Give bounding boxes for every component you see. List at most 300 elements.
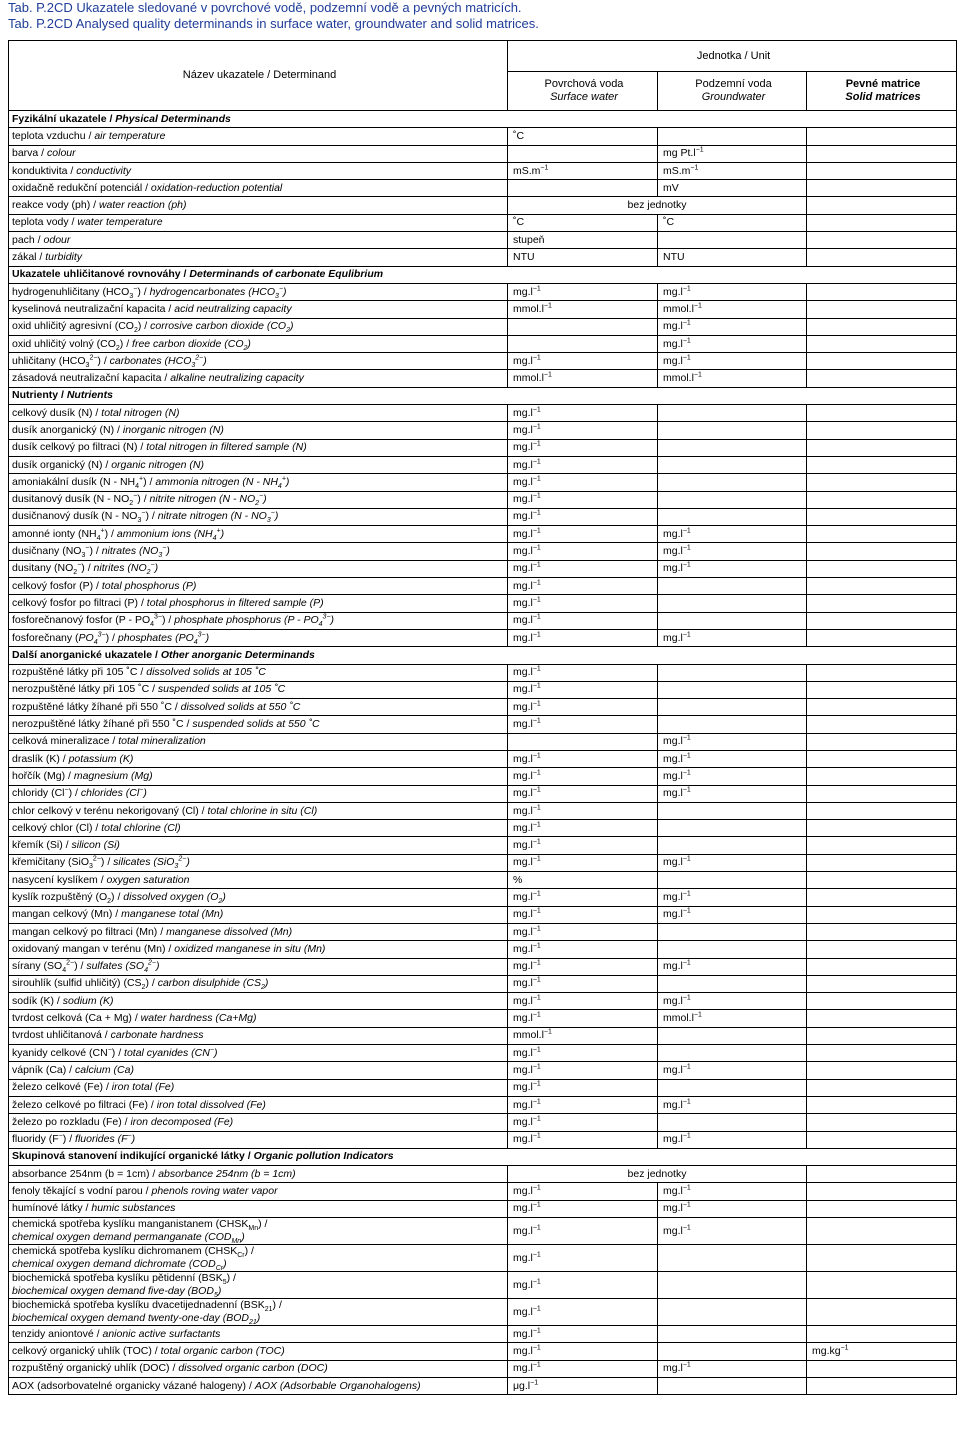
unit-solid-matrices [807, 975, 957, 992]
unit-solid-matrices [807, 197, 957, 214]
unit-groundwater [658, 1114, 807, 1131]
determinand-name: kyanidy celkové (CN−) / total cyanides (CN−) [9, 1045, 508, 1062]
determinand-name: amoniakální dusík $(N - NH_4^+)$ / ammonia nitrogen $(N - NH_4^+)$ [9, 474, 508, 491]
unit-groundwater [658, 612, 807, 629]
determinand-name: chloridy (Cl−) / chlorides (Cl−) [9, 785, 508, 802]
unit-groundwater [658, 578, 807, 595]
determinands-table [8, 40, 957, 1395]
unit-solid-matrices [807, 1010, 957, 1027]
unit-solid-matrices [807, 1131, 957, 1148]
unit-surface-water: $mg.l^{-1}$ [508, 906, 658, 923]
determinand-name: dusičnany $(NO_3^-)$ / nitrates $(NO_3^-)$ [9, 543, 508, 560]
determinand-name: konduktivita / conductivity [9, 162, 508, 179]
unit-surface-water: $mg.l^{-1}$ [508, 716, 658, 733]
determinand-name: pach / odour [9, 232, 508, 249]
determinand-name: křemičitany (SiO$_3^{2-}$) / silicates (SiO$_3^{2-}$) [9, 854, 508, 871]
table-row [9, 1114, 957, 1131]
unit-solid-matrices [807, 993, 957, 1010]
unit-solid-matrices [807, 145, 957, 162]
unit-groundwater: NTU [658, 249, 807, 266]
determinand-name: mangan celkový po filtraci (Mn) / manganese dissolved (Mn) [9, 923, 508, 940]
unit-solid-matrices [807, 180, 957, 197]
unit-groundwater: $mg.l^{-1}$ [658, 629, 807, 646]
unit-groundwater [658, 837, 807, 854]
table-row [9, 439, 957, 456]
unit-solid-matrices [807, 1299, 957, 1326]
unit-surface-water: ˚C [508, 214, 658, 231]
unit-surface-water: $mg.l^{-1}$ [508, 941, 658, 958]
unit-groundwater: ˚C [658, 214, 807, 231]
table-row [9, 802, 957, 819]
determinand-name: nerozpuštěné látky při 105 ˚C / suspended solids at 105 ˚C [9, 681, 508, 698]
section-row [9, 387, 957, 404]
unit-groundwater: $mg.l^{-1}$ [658, 854, 807, 871]
section-title: Nutrienty / Nutrients [9, 387, 957, 404]
unit-surface-water: $\mu g.l^{-1}$ [508, 1377, 658, 1394]
unit-surface-water [508, 318, 658, 335]
unit-surface-water: $mg.l^{-1}$ [508, 1299, 658, 1326]
unit-surface-water: $mg.l^{-1}$ [508, 854, 658, 871]
table-row [9, 629, 957, 646]
determinand-name: reakce vody (ph) / water reaction (ph) [9, 197, 508, 214]
unit-solid-matrices [807, 750, 957, 767]
section-row [9, 647, 957, 664]
unit-surface-water: $mg.l^{-1}$ [508, 491, 658, 508]
unit-surface-water: $mg.l^{-1}$ [508, 820, 658, 837]
section-row [9, 266, 957, 283]
table-row [9, 768, 957, 785]
determinand-name: dusík celkový po filtraci (N) / total nitrogen in filtered sample (N) [9, 439, 508, 456]
unit-surface-water [508, 733, 658, 750]
table-row [9, 422, 957, 439]
table-row [9, 1062, 957, 1079]
table-row [9, 612, 957, 629]
unit-surface-water: $mg.l^{-1}$ [508, 1360, 658, 1377]
table-row [9, 283, 957, 300]
unit-surface-water: $mg.l^{-1}$ [508, 768, 658, 785]
table-body [9, 111, 957, 1395]
unit-groundwater [658, 802, 807, 819]
unit-solid-matrices [807, 474, 957, 491]
table-row [9, 1343, 957, 1360]
unit-surface-water: $mg.l^{-1}$ [508, 612, 658, 629]
table-row [9, 526, 957, 543]
determinand-name: tvrdost celková (Ca + Mg) / water hardness (Ca+Mg) [9, 1010, 508, 1027]
unit-groundwater [658, 491, 807, 508]
unit-groundwater [658, 872, 807, 889]
table-row [9, 1245, 957, 1272]
table-row [9, 1045, 957, 1062]
table-row [9, 1360, 957, 1377]
unit-groundwater: $mg.l^{-1}$ [658, 750, 807, 767]
unit-surface-water: $mg.l^{-1}$ [508, 802, 658, 819]
table-row [9, 1326, 957, 1343]
unit-groundwater [658, 474, 807, 491]
unit-groundwater [658, 1377, 807, 1394]
unit-groundwater: $mg.l^{-1}$ [658, 1062, 807, 1079]
unit-solid-matrices [807, 128, 957, 145]
unit-groundwater: $mg.l^{-1}$ [658, 318, 807, 335]
table-row [9, 214, 957, 231]
unit-surface-water: $mg.l^{-1}$ [508, 508, 658, 525]
unit-groundwater: $mg.l^{-1}$ [658, 733, 807, 750]
table-row [9, 1010, 957, 1027]
determinand-name: oxidovaný mangan v terénu (Mn) / oxidized manganese in situ (Mn) [9, 941, 508, 958]
unit-groundwater [658, 1045, 807, 1062]
determinand-name: draslík (K) / potassium (K) [9, 750, 508, 767]
table-row [9, 837, 957, 854]
unit-groundwater [658, 439, 807, 456]
determinand-name: dusík organický (N) / organic nitrogen (N) [9, 456, 508, 473]
unit-groundwater: $mg.l^{-1}$ [658, 335, 807, 352]
unit-groundwater [658, 681, 807, 698]
unit-solid-matrices [807, 1377, 957, 1394]
header-surface-water: Povrchová voda Surface water [508, 72, 658, 111]
table-row [9, 941, 957, 958]
unit-surface-water: $mg.l^{-1}$ [508, 283, 658, 300]
unit-surface-water: $mg.l^{-1}$ [508, 837, 658, 854]
unit-surface-ground: bez jednotky [508, 197, 807, 214]
unit-surface-water: $mg.l^{-1}$ [508, 785, 658, 802]
determinand-name: dusitanový dusík $(N - NO_2^-)$ / nitrite nitrogen $(N - NO_2^-)$ [9, 491, 508, 508]
unit-solid-matrices [807, 353, 957, 370]
determinand-name: teplota vzduchu / air temperature [9, 128, 508, 145]
determinand-name: zásadová neutralizační kapacita / alkaline neutralizing capacity [9, 370, 508, 387]
determinand-name: hořčík (Mg) / magnesium (Mg) [9, 768, 508, 785]
unit-solid-matrices [807, 1272, 957, 1299]
unit-solid-matrices [807, 820, 957, 837]
table-row [9, 1218, 957, 1245]
determinand-name: celková mineralizace / total mineralization [9, 733, 508, 750]
section-title: Další anorganické ukazatele / Other anorganic Determinands [9, 647, 957, 664]
unit-groundwater: $mg.l^{-1}$ [658, 353, 807, 370]
unit-solid-matrices [807, 768, 957, 785]
determinand-name: fluoridy (F−) / fluorides (F−) [9, 1131, 508, 1148]
unit-solid-matrices [807, 526, 957, 543]
unit-surface-water: $mg.l^{-1}$ [508, 1114, 658, 1131]
unit-solid-matrices [807, 1166, 957, 1183]
table-row [9, 1079, 957, 1096]
unit-surface-water: $mg.l^{-1}$ [508, 1245, 658, 1272]
unit-surface-water: $mg.l^{-1}$ [508, 1010, 658, 1027]
unit-surface-water: $mg.l^{-1}$ [508, 1272, 658, 1299]
determinand-name: teplota vody / water temperature [9, 214, 508, 231]
unit-solid-matrices [807, 1183, 957, 1200]
unit-solid-matrices [807, 1245, 957, 1272]
unit-groundwater [658, 664, 807, 681]
determinand-name: tenzidy aniontové / anionic active surfactants [9, 1326, 508, 1343]
unit-surface-water: $mg.l^{-1}$ [508, 750, 658, 767]
table-row [9, 1377, 957, 1394]
unit-groundwater: mV [658, 180, 807, 197]
determinand-name: dusík anorganický (N) / inorganic nitrogen (N) [9, 422, 508, 439]
table-row [9, 750, 957, 767]
table-row [9, 491, 957, 508]
unit-groundwater [658, 1326, 807, 1343]
caption-english: Tab. P.2CD Analysed quality determinands in surface water, groundwater and solid matrices. [8, 16, 539, 31]
unit-surface-water: $mg.l^{-1}$ [508, 578, 658, 595]
table-row [9, 1272, 957, 1299]
table-row [9, 578, 957, 595]
unit-surface-water: $mg.l^{-1}$ [508, 526, 658, 543]
unit-surface-water: $mmol.l^{-1}$ [508, 301, 658, 318]
table-row [9, 872, 957, 889]
determinand-name: dusitany $(NO_2^-)$ / nitrites $(NO_2^-)$ [9, 560, 508, 577]
unit-solid-matrices [807, 1360, 957, 1377]
header-groundwater: Podzemní voda Groundwater [658, 72, 807, 111]
unit-surface-water: $mg.l^{-1}$ [508, 958, 658, 975]
unit-groundwater: $mg.l^{-1}$ [658, 906, 807, 923]
determinand-name: mangan celkový (Mn) / manganese total (Mn) [9, 906, 508, 923]
table-row [9, 162, 957, 179]
unit-solid-matrices [807, 1218, 957, 1245]
unit-solid-matrices [807, 301, 957, 318]
unit-solid-matrices [807, 1079, 957, 1096]
determinand-name: amonné ionty $(NH_4^+)$ / ammonium ions $(NH_4^+)$ [9, 526, 508, 543]
table-row [9, 889, 957, 906]
unit-surface-water: $mg.l^{-1}$ [508, 1326, 658, 1343]
table-row [9, 906, 957, 923]
table-row [9, 993, 957, 1010]
header-solid-matrices: Pevné matrice Solid matrices [807, 72, 957, 111]
unit-surface-water: $mg.l^{-1}$ [508, 1045, 658, 1062]
unit-surface-water: $mg.l^{-1}$ [508, 975, 658, 992]
unit-groundwater [658, 1272, 807, 1299]
unit-surface-water: NTU [508, 249, 658, 266]
table-row [9, 1027, 957, 1044]
unit-groundwater: $mS.m^{-1}$ [658, 162, 807, 179]
unit-surface-water: $mg.l^{-1}$ [508, 889, 658, 906]
unit-groundwater [658, 1027, 807, 1044]
unit-solid-matrices [807, 837, 957, 854]
table-row [9, 128, 957, 145]
unit-solid-matrices [807, 612, 957, 629]
unit-groundwater [658, 405, 807, 422]
unit-groundwater: $mg.l^{-1}$ [658, 1360, 807, 1377]
determinand-name: sírany $(SO_4^{2-})$ / sulfates $(SO_4^{2-})$ [9, 958, 508, 975]
determinand-name: fosforečnany $(PO_4^{3-})$ / phosphates $(PO_4^{3-})$ [9, 629, 508, 646]
table-row [9, 543, 957, 560]
unit-surface-water: stupeň [508, 232, 658, 249]
unit-solid-matrices [807, 456, 957, 473]
determinand-name: chemická spotřeba kyslíku manganistanem $(CHSK_{Mn})$ / chemical oxygen demand permanganate $(COD_{Mn})$ [9, 1218, 508, 1245]
table-row [9, 681, 957, 698]
unit-groundwater: $mg.l^{-1}$ [658, 526, 807, 543]
unit-surface-water: ˚C [508, 128, 658, 145]
determinand-name: železo po rozkladu (Fe) / iron decomposed (Fe) [9, 1114, 508, 1131]
unit-solid-matrices [807, 370, 957, 387]
determinand-name: AOX (adsorbovatelné organicky vázané halogeny) / AOX (Adsorbable Organohalogens) [9, 1377, 508, 1394]
unit-surface-water: $mg.l^{-1}$ [508, 1200, 658, 1217]
table-row [9, 353, 957, 370]
unit-surface-water: $mmol.l^{-1}$ [508, 1027, 658, 1044]
table-row [9, 370, 957, 387]
determinand-name: železo celkové po filtraci (Fe) / iron total dissolved (Fe) [9, 1096, 508, 1113]
unit-solid-matrices [807, 405, 957, 422]
unit-surface-water: $mg.l^{-1}$ [508, 1131, 658, 1148]
unit-solid-matrices [807, 335, 957, 352]
unit-surface-water [508, 335, 658, 352]
determinand-name: celkový organický uhlík (TOC) / total organic carbon (TOC) [9, 1343, 508, 1360]
determinand-name: rozpuštěné látky žíhané při 550 ˚C / dissolved solids at 550 ˚C [9, 699, 508, 716]
determinand-name: vápník (Ca) / calcium (Ca) [9, 1062, 508, 1079]
unit-solid-matrices [807, 733, 957, 750]
unit-surface-water: $mg.l^{-1}$ [508, 923, 658, 940]
table-row [9, 335, 957, 352]
table-row [9, 405, 957, 422]
unit-solid-matrices [807, 941, 957, 958]
determinand-name: oxid uhličitý volný $(CO_2)$ / free carbon dioxide $(CO_2)$ [9, 335, 508, 352]
unit-solid-matrices [807, 906, 957, 923]
unit-surface-water: $mg.l^{-1}$ [508, 543, 658, 560]
unit-groundwater: mg $Pt.l^{-1}$ [658, 145, 807, 162]
unit-solid-matrices [807, 232, 957, 249]
table-header [9, 41, 957, 111]
unit-solid-matrices [807, 629, 957, 646]
unit-solid-matrices [807, 1027, 957, 1044]
unit-groundwater [658, 699, 807, 716]
unit-surface-water: $mg.l^{-1}$ [508, 993, 658, 1010]
table-row [9, 664, 957, 681]
unit-solid-matrices [807, 1114, 957, 1131]
unit-groundwater [658, 128, 807, 145]
unit-surface-water: $mg.l^{-1}$ [508, 1079, 658, 1096]
table-row [9, 820, 957, 837]
unit-groundwater: $mg.l^{-1}$ [658, 1131, 807, 1148]
unit-surface-water: $mg.l^{-1}$ [508, 681, 658, 698]
determinand-name: uhličitany $(HCO_3^{2-})$ / carbonates $(HCO_3^{2-})$ [9, 353, 508, 370]
unit-surface-water: $mg.l^{-1}$ [508, 1218, 658, 1245]
unit-solid-matrices [807, 595, 957, 612]
determinand-name: zákal / turbidity [9, 249, 508, 266]
table-row [9, 1183, 957, 1200]
unit-solid-matrices [807, 681, 957, 698]
determinand-name: sodík (K) / sodium (K) [9, 993, 508, 1010]
unit-groundwater: $mg.l^{-1}$ [658, 560, 807, 577]
determinand-name: nasycení kyslíkem / oxygen saturation [9, 872, 508, 889]
table-row [9, 716, 957, 733]
unit-groundwater [658, 975, 807, 992]
unit-solid-matrices [807, 318, 957, 335]
table-row [9, 923, 957, 940]
unit-surface-water: $mg.l^{-1}$ [508, 595, 658, 612]
unit-groundwater [658, 456, 807, 473]
unit-groundwater: $mmol.l^{-1}$ [658, 1010, 807, 1027]
unit-solid-matrices [807, 249, 957, 266]
unit-solid-matrices [807, 543, 957, 560]
determinand-name: barva / colour [9, 145, 508, 162]
determinand-name: rozpuštěný organický uhlík (DOC) / dissolved organic carbon (DOC) [9, 1360, 508, 1377]
unit-solid-matrices [807, 283, 957, 300]
unit-groundwater [658, 1079, 807, 1096]
unit-groundwater [658, 941, 807, 958]
table-row [9, 456, 957, 473]
unit-surface-water: $mg.l^{-1}$ [508, 629, 658, 646]
unit-groundwater: $mmol.l^{-1}$ [658, 370, 807, 387]
unit-solid-matrices [807, 802, 957, 819]
unit-groundwater [658, 716, 807, 733]
unit-groundwater: $mg.l^{-1}$ [658, 1200, 807, 1217]
unit-surface-water: $mS.m^{-1}$ [508, 162, 658, 179]
table-row [9, 232, 957, 249]
table-row [9, 474, 957, 491]
unit-solid-matrices [807, 508, 957, 525]
determinand-name: hydrogenuhličitany $(HCO_3^-)$ / hydrogencarbonates $(HCO_3^-)$ [9, 283, 508, 300]
unit-groundwater [658, 508, 807, 525]
unit-surface-water: $mg.l^{-1}$ [508, 353, 658, 370]
unit-solid-matrices [807, 578, 957, 595]
unit-solid-matrices [807, 1200, 957, 1217]
table-row [9, 1299, 957, 1326]
determinand-name: kyselinová neutralizační kapacita / acid neutralizing capacity [9, 301, 508, 318]
unit-solid-matrices [807, 923, 957, 940]
unit-groundwater [658, 923, 807, 940]
table-row [9, 1131, 957, 1148]
determinand-name: humínové látky / humic substances [9, 1200, 508, 1217]
unit-groundwater: $mg.l^{-1}$ [658, 958, 807, 975]
unit-surface-water [508, 145, 658, 162]
unit-surface-ground: bez jednotky [508, 1166, 807, 1183]
unit-surface-water: $mg.l^{-1}$ [508, 456, 658, 473]
table-row [9, 595, 957, 612]
section-row [9, 1148, 957, 1165]
unit-groundwater [658, 232, 807, 249]
section-title: Ukazatele uhličitanové rovnováhy / Determinands of carbonate Equlibrium [9, 266, 957, 283]
unit-groundwater: $mg.l^{-1}$ [658, 1218, 807, 1245]
unit-groundwater [658, 595, 807, 612]
table-row [9, 145, 957, 162]
table-row [9, 318, 957, 335]
table-row [9, 508, 957, 525]
table-row [9, 560, 957, 577]
unit-solid-matrices [807, 716, 957, 733]
unit-surface-water: $mg.l^{-1}$ [508, 1062, 658, 1079]
unit-solid-matrices [807, 560, 957, 577]
unit-solid-matrices [807, 491, 957, 508]
unit-surface-water: $mg.l^{-1}$ [508, 1183, 658, 1200]
unit-surface-water [508, 180, 658, 197]
unit-surface-water: $mg.l^{-1}$ [508, 405, 658, 422]
unit-groundwater: $mg.l^{-1}$ [658, 543, 807, 560]
determinand-name: biochemická spotřeba kyslíku pětidenní $(BSK_5)$ / biochemical oxygen demand five-day $(BOD_5)$ [9, 1272, 508, 1299]
unit-groundwater: $mg.l^{-1}$ [658, 889, 807, 906]
unit-groundwater: $mg.l^{-1}$ [658, 1096, 807, 1113]
unit-surface-water: % [508, 872, 658, 889]
section-row [9, 111, 957, 128]
determinand-name: oxidačně redukční potenciál / oxidation-reduction potential [9, 180, 508, 197]
unit-surface-water: $mg.l^{-1}$ [508, 664, 658, 681]
unit-solid-matrices [807, 785, 957, 802]
unit-groundwater: $mg.l^{-1}$ [658, 283, 807, 300]
header-determinand: Název ukazatele / Determinand [9, 41, 508, 111]
determinand-name: absorbance 254nm (b = 1cm) / absorbance 254nm (b = 1cm) [9, 1166, 508, 1183]
unit-solid-matrices [807, 1045, 957, 1062]
table-row [9, 699, 957, 716]
table-row [9, 180, 957, 197]
unit-solid-matrices [807, 214, 957, 231]
table-row [9, 1166, 957, 1183]
unit-solid-matrices [807, 1326, 957, 1343]
determinand-name: oxid uhličitý agresivní $(CO_2)$ / corrosive carbon dioxide $(CO_2)$ [9, 318, 508, 335]
section-title: Skupinová stanovení indikující organické látky / Organic pollution Indicators [9, 1148, 957, 1165]
determinand-name: železo celkové (Fe) / iron total (Fe) [9, 1079, 508, 1096]
determinand-name: tvrdost uhličitanová / carbonate hardness [9, 1027, 508, 1044]
unit-groundwater: $mg.l^{-1}$ [658, 1183, 807, 1200]
unit-groundwater [658, 820, 807, 837]
unit-surface-water: $mg.l^{-1}$ [508, 474, 658, 491]
unit-solid-matrices [807, 1062, 957, 1079]
unit-surface-water: $mg.l^{-1}$ [508, 439, 658, 456]
